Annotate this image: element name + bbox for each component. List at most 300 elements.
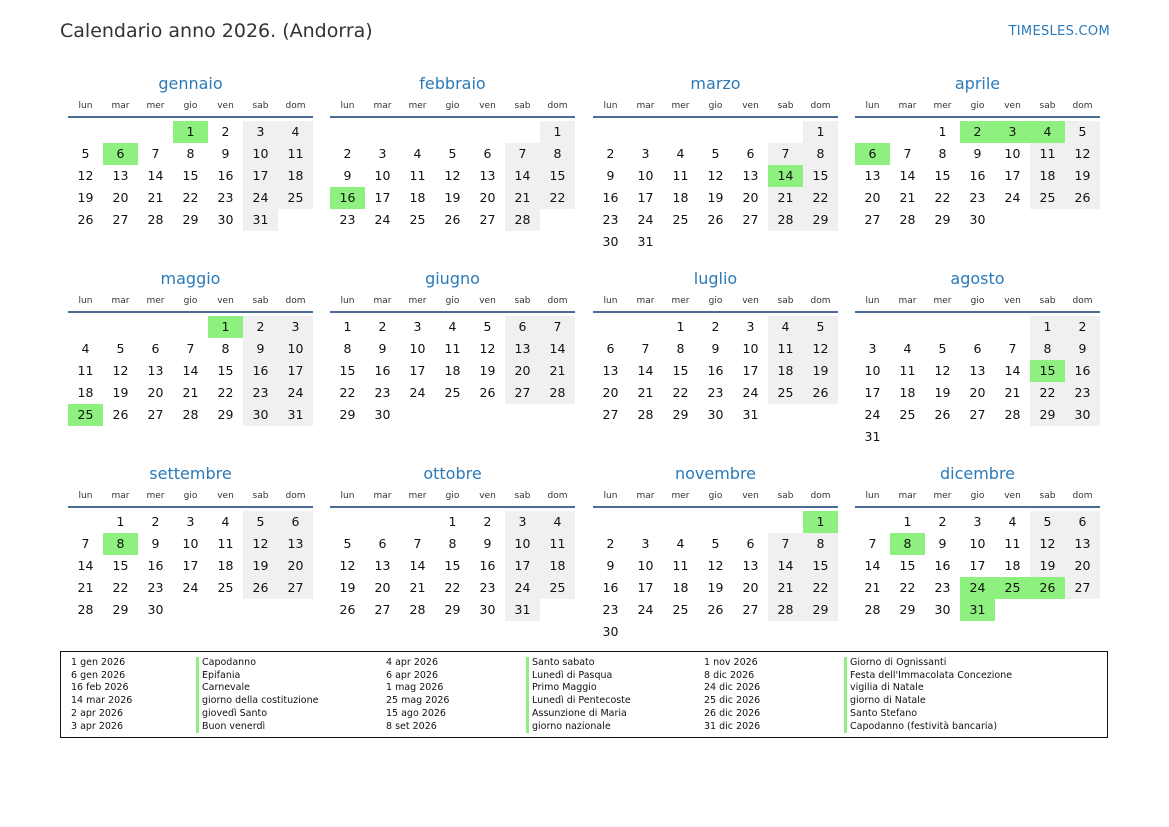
day-cell: 21 [540,360,575,382]
day-cell: 20 [278,555,313,577]
day-cell: 21 [637,385,654,400]
day-cell: 3 [413,319,422,334]
day-cell: 18 [768,360,803,382]
day-cell: 10 [409,341,426,356]
day-cell: 31 [960,599,995,621]
day-cell: 8 [890,533,925,555]
weekday-label: mar [636,491,655,501]
day-cell: 29 [217,407,234,422]
weekday-label: mar [373,101,392,111]
weekday-label: sab [514,101,531,111]
day-cell: 13 [505,338,540,360]
day-cell: 26 [1030,577,1065,599]
legend-date: 1 nov 2026 [704,657,758,668]
day-cell: 25 [68,404,103,426]
day-cell: 16 [1065,360,1100,382]
day-cell: 14 [505,165,540,187]
day-cell: 29 [182,212,199,227]
day-cell: 8 [186,146,195,161]
legend-holiday-name: giorno della costituzione [196,695,386,708]
weekday-header [593,486,838,506]
weekday-label: gio [708,491,723,501]
weekday-label: mer [933,296,952,306]
day-cell: 5 [1065,121,1100,143]
legend-holiday-name: vigilia di Natale [844,682,1104,695]
day-cell: 3 [746,319,755,334]
weekday-label: sab [252,491,269,501]
day-cell: 15 [803,165,838,187]
day-cell: 23 [339,212,356,227]
day-cell: 24 [1004,190,1021,205]
day-cell: 10 [1004,146,1021,161]
month-dicembre [855,464,1100,621]
weekday-header [855,291,1100,311]
day-cell: 23 [147,580,164,595]
day-cell: 9 [606,168,615,183]
day-cell: 21 [147,190,164,205]
weekday-label: lun [865,296,880,306]
month-name: aprile [954,74,1001,93]
day-cell: 24 [637,602,654,617]
day-cell: 2 [221,124,230,139]
day-cell: 5 [81,146,90,161]
day-cell: 13 [374,558,391,573]
day-cell: 28 [864,602,881,617]
day-cell: 13 [147,363,164,378]
day-cell: 19 [1030,555,1065,577]
empty-cell [628,511,663,533]
day-cell: 1 [116,514,125,529]
day-cell: 12 [479,341,496,356]
month-name: agosto [950,269,1005,288]
day-cell: 3 [243,121,278,143]
day-cell: 28 [147,212,164,227]
day-cell: 3 [973,514,982,529]
empty-cell [138,316,173,338]
day-cell: 27 [1065,577,1100,599]
day-cell: 2 [151,514,160,529]
day-cell: 15 [339,363,356,378]
legend-date: 15 ago 2026 [386,707,446,719]
day-cell: 14 [409,558,426,573]
day-cell: 15 [899,558,916,573]
day-cell: 30 [217,212,234,227]
weekday-label: lun [865,101,880,111]
day-cell: 12 [707,168,724,183]
weekday-label: mer [671,296,690,306]
day-cell: 10 [182,536,199,551]
header-rule [855,116,1100,118]
day-cell: 25 [444,385,461,400]
site-link[interactable]: TIMESLES.COM [1008,24,1110,39]
empty-cell [698,511,733,533]
day-cell: 8 [540,143,575,165]
day-cell: 31 [864,429,881,444]
day-cell: 18 [409,190,426,205]
day-cell: 26 [112,407,129,422]
day-cell: 30 [243,404,278,426]
day-cell: 24 [637,212,654,227]
weekday-header [593,96,838,116]
legend-holiday-name: Lunedì di Pasqua [526,670,704,683]
day-cell: 5 [1030,511,1065,533]
day-cell: 20 [374,580,391,595]
weekday-label: mer [933,491,952,501]
day-cell: 19 [707,580,724,595]
weekday-label: lun [603,491,618,501]
day-cell: 30 [969,212,986,227]
day-cell: 19 [339,580,356,595]
weekday-label: gio [183,101,198,111]
day-cell: 12 [934,363,951,378]
day-cell: 24 [278,382,313,404]
day-cell: 8 [1030,338,1065,360]
day-cell: 5 [483,319,492,334]
day-cell: 2 [938,514,947,529]
day-cell: 22 [899,580,916,595]
day-cell: 2 [606,146,615,161]
day-cell: 2 [960,121,995,143]
day-cell: 15 [112,558,129,573]
day-cell: 21 [505,187,540,209]
day-cell: 27 [505,382,540,404]
weekday-label: sab [777,491,794,501]
day-grid [68,121,313,231]
weekday-label: lun [78,491,93,501]
month-maggio [68,269,313,426]
day-cell: 6 [103,143,138,165]
legend-holiday-name: giovedì Santo [196,708,386,721]
day-cell: 6 [606,341,615,356]
legend-holiday-name: Buon venerdì [196,721,386,734]
day-cell: 11 [768,338,803,360]
legend-holiday-name: Assunzione di Maria [526,708,704,721]
day-cell: 27 [864,212,881,227]
weekday-label: sab [252,296,269,306]
legend-names [196,657,386,737]
day-cell: 16 [243,360,278,382]
day-cell: 5 [711,146,720,161]
day-cell: 21 [899,190,916,205]
day-cell: 3 [995,121,1030,143]
weekday-label: gio [970,296,985,306]
weekday-label: mar [111,101,130,111]
weekday-label: dom [1072,296,1093,306]
day-cell: 7 [641,341,650,356]
day-cell: 7 [505,143,540,165]
day-cell: 9 [483,536,492,551]
day-cell: 5 [243,511,278,533]
weekday-label: lun [340,101,355,111]
empty-cell [628,121,663,143]
month-aprile [855,74,1100,231]
day-cell: 10 [278,338,313,360]
day-cell: 8 [343,341,352,356]
weekday-label: ven [217,101,234,111]
day-cell: 9 [711,341,720,356]
day-cell: 14 [768,555,803,577]
weekday-label: mar [898,101,917,111]
day-cell: 25 [1030,187,1065,209]
weekday-label: lun [603,101,618,111]
weekday-label: ven [1004,101,1021,111]
day-cell: 5 [803,316,838,338]
day-cell: 30 [1065,404,1100,426]
weekday-header [855,96,1100,116]
day-cell: 23 [602,602,619,617]
day-grid [330,316,575,426]
weekday-label: dom [810,296,831,306]
day-cell: 26 [444,212,461,227]
day-cell: 8 [448,536,457,551]
day-cell: 15 [540,165,575,187]
day-cell: 6 [855,143,890,165]
day-cell: 13 [479,168,496,183]
day-cell: 6 [746,536,755,551]
day-cell: 19 [1065,165,1100,187]
day-cell: 20 [112,190,129,205]
weekday-label: dom [810,101,831,111]
day-cell: 19 [934,385,951,400]
empty-cell [593,511,628,533]
day-cell: 24 [742,385,759,400]
legend-dates [71,657,196,737]
weekday-label: mer [146,491,165,501]
day-cell: 26 [339,602,356,617]
day-cell: 8 [676,341,685,356]
day-cell: 21 [77,580,94,595]
day-cell: 31 [637,234,654,249]
day-cell: 10 [637,558,654,573]
day-cell: 31 [742,407,759,422]
legend-date: 6 gen 2026 [71,669,126,681]
day-cell: 28 [540,382,575,404]
day-cell: 28 [768,209,803,231]
day-cell: 20 [147,385,164,400]
legend-date: 26 dic 2026 [704,707,761,719]
day-cell: 4 [278,121,313,143]
day-cell: 2 [483,514,492,529]
header-rule [330,116,575,118]
day-cell: 6 [1065,511,1100,533]
legend-date: 8 dic 2026 [704,669,755,681]
day-cell: 25 [672,602,689,617]
day-cell: 11 [1004,536,1021,551]
weekday-label: sab [1039,296,1056,306]
day-cell: 28 [899,212,916,227]
day-cell: 25 [672,212,689,227]
day-cell: 12 [243,533,278,555]
empty-cell [138,121,173,143]
day-cell: 15 [217,363,234,378]
day-cell: 20 [742,190,759,205]
day-cell: 4 [676,146,685,161]
legend-holiday-name: Festa dell'Immacolata Concezione [844,670,1104,683]
day-cell: 15 [934,168,951,183]
day-cell: 20 [479,190,496,205]
day-cell: 6 [746,146,755,161]
header-rule [855,311,1100,313]
day-cell: 19 [707,190,724,205]
weekday-label: ven [479,296,496,306]
month-agosto [855,269,1100,448]
month-name: maggio [160,269,221,288]
day-cell: 23 [602,212,619,227]
day-cell: 11 [77,363,94,378]
legend-holiday-name: Santo sabato [526,657,704,670]
day-cell: 20 [864,190,881,205]
day-cell: 7 [768,533,803,555]
day-cell: 16 [330,187,365,209]
empty-cell [855,511,890,533]
day-cell: 17 [864,385,881,400]
weekday-label: mer [408,491,427,501]
day-cell: 22 [934,190,951,205]
day-cell: 13 [112,168,129,183]
weekday-label: ven [217,491,234,501]
day-cell: 14 [864,558,881,573]
day-cell: 25 [540,577,575,599]
legend-holiday-name: Lunedì di Pentecoste [526,695,704,708]
day-cell: 9 [378,341,387,356]
legend-date: 1 mag 2026 [386,682,444,694]
day-cell: 24 [374,212,391,227]
day-cell: 11 [672,168,689,183]
day-cell: 9 [151,536,160,551]
day-cell: 10 [742,341,759,356]
empty-cell [68,316,103,338]
empty-cell [768,511,803,533]
day-cell: 14 [768,165,803,187]
weekday-label: ven [1004,296,1021,306]
day-cell: 4 [81,341,90,356]
day-cell: 30 [479,602,496,617]
day-cell: 3 [505,511,540,533]
weekday-label: gio [708,296,723,306]
day-grid [593,316,838,426]
day-cell: 12 [77,168,94,183]
weekday-label: gio [970,491,985,501]
day-cell: 17 [637,580,654,595]
day-cell: 26 [1065,187,1100,209]
weekday-label: dom [547,491,568,501]
day-cell: 27 [374,602,391,617]
day-cell: 29 [1030,404,1065,426]
day-cell: 16 [707,363,724,378]
day-cell: 7 [81,536,90,551]
legend-date: 31 dic 2026 [704,720,761,732]
empty-cell [733,511,768,533]
day-cell: 9 [606,558,615,573]
legend-date: 16 feb 2026 [71,682,129,694]
day-cell: 15 [803,555,838,577]
weekday-header [68,291,313,311]
day-grid [68,511,313,621]
day-cell: 16 [479,558,496,573]
day-cell: 1 [343,319,352,334]
empty-cell [103,316,138,338]
day-cell: 18 [1030,165,1065,187]
empty-cell [663,511,698,533]
day-cell: 14 [147,168,164,183]
day-cell: 17 [969,558,986,573]
day-cell: 10 [864,363,881,378]
empty-cell [855,316,890,338]
day-cell: 11 [672,558,689,573]
legend-holiday-name: Primo Maggio [526,682,704,695]
day-cell: 19 [77,190,94,205]
day-cell: 5 [711,536,720,551]
empty-cell [330,121,365,143]
day-cell: 27 [479,212,496,227]
day-cell: 24 [182,580,199,595]
day-cell: 9 [1065,338,1100,360]
day-cell: 21 [768,577,803,599]
weekday-header [330,96,575,116]
empty-cell [890,121,925,143]
day-cell: 2 [606,536,615,551]
legend-date: 6 apr 2026 [386,669,439,681]
header-rule [855,506,1100,508]
day-cell: 21 [409,580,426,595]
day-cell: 26 [803,382,838,404]
day-cell: 3 [278,316,313,338]
day-cell: 10 [374,168,391,183]
empty-cell [733,121,768,143]
weekday-label: sab [777,296,794,306]
day-cell: 23 [934,580,951,595]
day-cell: 1 [540,121,575,143]
day-cell: 5 [938,341,947,356]
day-cell: 27 [742,602,759,617]
day-cell: 7 [540,316,575,338]
day-cell: 13 [602,363,619,378]
day-grid [855,121,1100,231]
day-cell: 16 [217,168,234,183]
day-cell: 14 [637,363,654,378]
weekday-label: gio [970,101,985,111]
day-cell: 17 [278,360,313,382]
day-cell: 17 [243,165,278,187]
day-cell: 22 [182,190,199,205]
day-cell: 20 [742,580,759,595]
day-cell: 16 [602,190,619,205]
day-cell: 27 [147,407,164,422]
day-cell: 7 [186,341,195,356]
day-cell: 7 [868,536,877,551]
day-cell: 4 [413,146,422,161]
day-cell: 23 [243,382,278,404]
day-cell: 23 [969,190,986,205]
day-cell: 1 [803,511,838,533]
month-name: marzo [690,74,741,93]
legend-names [844,657,1104,737]
day-cell: 6 [151,341,160,356]
empty-cell [68,511,103,533]
weekday-label: lun [78,296,93,306]
empty-cell [593,316,628,338]
day-cell: 6 [278,511,313,533]
day-cell: 24 [243,187,278,209]
day-cell: 11 [278,143,313,165]
weekday-label: dom [1072,101,1093,111]
month-name: ottobre [423,464,482,483]
weekday-label: mar [636,101,655,111]
day-cell: 22 [803,577,838,599]
day-cell: 25 [899,407,916,422]
day-cell: 24 [864,407,881,422]
legend-names [526,657,704,737]
